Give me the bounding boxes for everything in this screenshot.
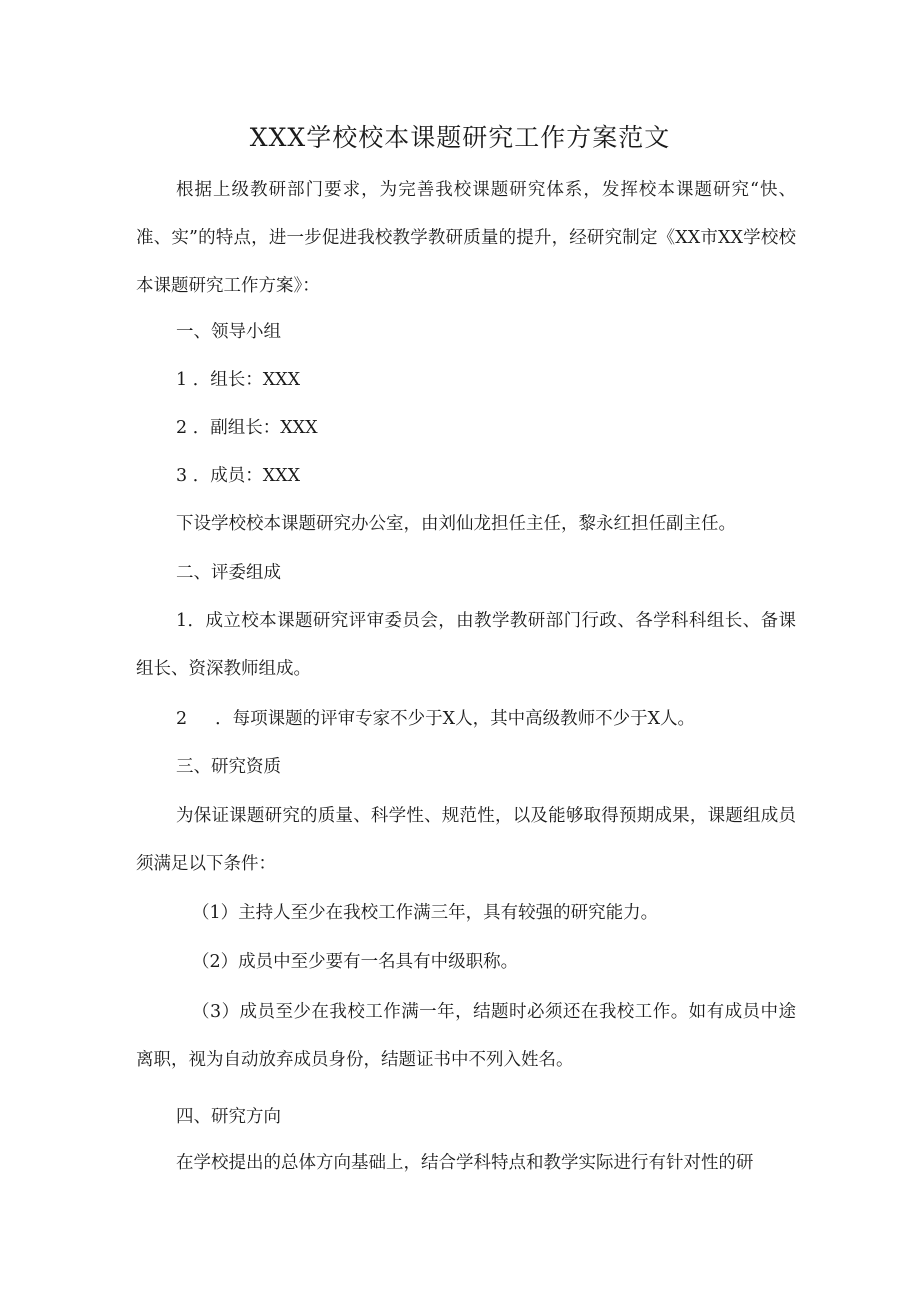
section3-heading: 三、研究资质	[176, 757, 281, 777]
section2-item2	[176, 701, 695, 737]
section4-heading: 四、研究方向	[176, 1107, 281, 1127]
list-item	[176, 410, 318, 446]
item-text: ．组长：XXX	[192, 370, 301, 390]
condition-1: （1）主持人至少在我校工作满三年，具有较强的研究能力。	[192, 903, 659, 923]
item-text: ．成员：XXX	[192, 466, 301, 486]
item-text: ．每项课题的评审专家不少于X人，其中高级教师不少于X人。	[215, 709, 696, 729]
section1-heading: 一、领导小组	[176, 322, 281, 342]
item-number: 2	[176, 709, 188, 729]
section2-heading: 二、评委组成	[176, 563, 281, 583]
section3-intro: 为保证课题研究的质量、科学性、规范性，以及能够取得预期成果，课题组成员须满足以下条件：	[136, 806, 796, 874]
section4-text: 在学校提出的总体方向基础上，结合学科特点和教学实际进行有针对性的研	[176, 1153, 754, 1173]
condition-2: （2）成员中至少要有一名具有中级职称。	[192, 952, 519, 972]
section1-note: 下设学校校本课题研究办公室，由刘仙龙担任主任，黎永红担任副主任。	[176, 514, 736, 534]
condition-3: （3）成员至少在我校工作满一年，结题时必须还在我校工作。如有成员中途离职，视为自动放弃成员身份，结题证书中不列入姓名。	[136, 1002, 796, 1070]
list-item	[176, 458, 300, 494]
list-item	[176, 362, 300, 398]
section2-item1: 1．成立校本课题研究评审委员会，由教学教研部门行政、各学科科组长、备课组长、资深教师组成。	[136, 611, 796, 679]
item-number: 1	[176, 370, 188, 390]
intro-paragraph: 根据上级教研部门要求，为完善我校课题研究体系，发挥校本课题研究“快、准、实”的特点，进一步促进我校教学教研质量的提升，经研究制定《XX市XX学校校本课题研究工作方案》：	[136, 180, 796, 296]
item-number: 2	[176, 418, 188, 438]
item-number: 3	[176, 466, 188, 486]
document-title: XXX学校校本课题研究工作方案范文	[249, 123, 671, 152]
item-text: ．副组长：XXX	[192, 418, 318, 438]
